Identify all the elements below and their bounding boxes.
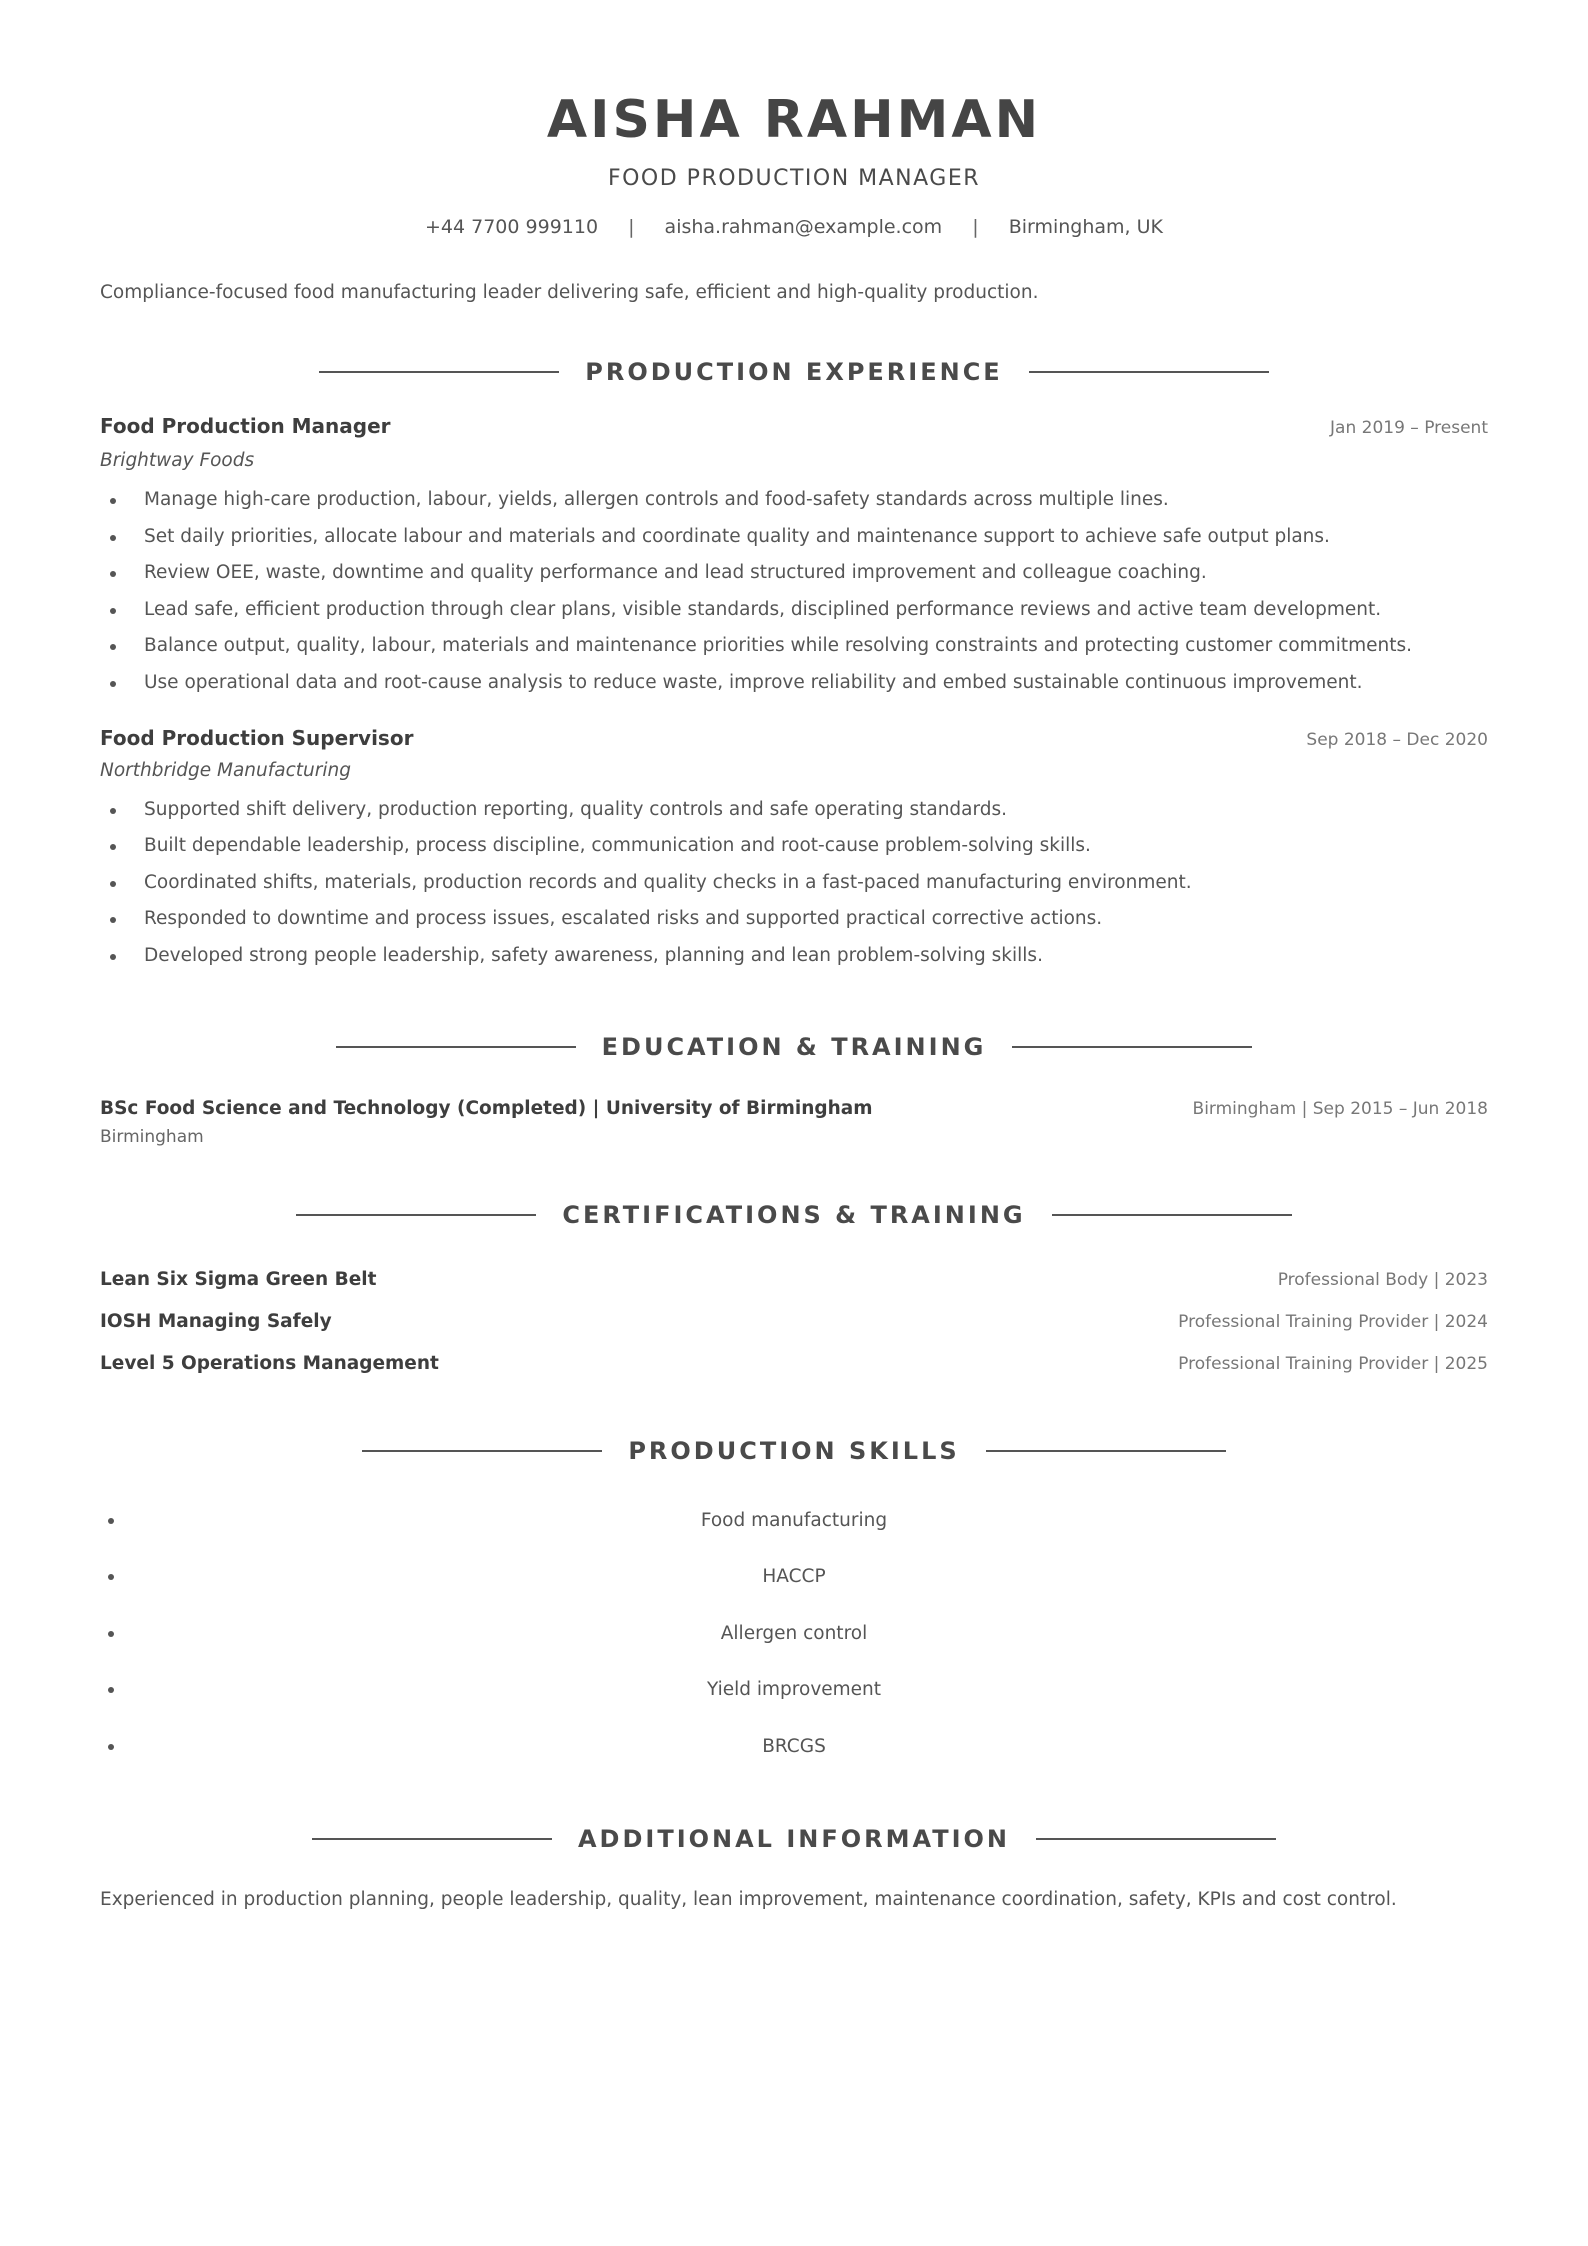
job-entry [100, 724, 1488, 975]
heading-rule [319, 371, 559, 373]
section-heading-education [100, 1027, 1488, 1067]
section-title: ADDITIONAL INFORMATION [577, 1825, 1011, 1854]
job-dates: Sep 2018 – Dec 2020 [1306, 729, 1488, 750]
heading-rule [336, 1046, 576, 1048]
certification-item [100, 1343, 1488, 1385]
bullet-item: Balance output, quality, labour, materials and maintenance priorities while resolving constraints and protecting customer commitments. [100, 628, 1488, 665]
candidate-name: AISHA RAHMAN [546, 90, 1042, 150]
certification-name: Level 5 Operations Management [100, 1352, 439, 1374]
certification-name: IOSH Managing Safely [100, 1310, 332, 1332]
education-entry [100, 1095, 1488, 1149]
company-name: Northbridge Manufacturing [100, 759, 351, 781]
education-location: Birmingham [100, 1126, 204, 1147]
certification-item [100, 1259, 1488, 1301]
skill-item: BRCGS [100, 1719, 1488, 1776]
section-heading-additional [100, 1819, 1488, 1859]
additional-information: Experienced in production planning, people leadership, quality, lean improvement, maintenance coordination, safety, KPIs and cost control. [100, 1889, 1397, 1911]
heading-rule [312, 1838, 552, 1840]
contact-separator: | [628, 216, 635, 238]
job-title: Food Production Supervisor [100, 725, 414, 750]
skill-item: HACCP [100, 1549, 1488, 1606]
education-meta: Birmingham | Sep 2015 – Jun 2018 [1192, 1098, 1488, 1119]
section-title: EDUCATION & TRAINING [601, 1032, 987, 1061]
heading-rule [1036, 1838, 1276, 1840]
certification-name: Lean Six Sigma Green Belt [100, 1268, 377, 1290]
job-dates: Jan 2019 – Present [1330, 418, 1488, 438]
job-entry [100, 412, 1488, 702]
bullet-item: Responded to downtime and process issues, escalated risks and supported practical corrective actions. [100, 901, 1488, 938]
contact-line [100, 214, 1488, 240]
skills-list [100, 1493, 1488, 1776]
certification-meta: Professional Training Provider | 2024 [1178, 1311, 1488, 1332]
section-title: CERTIFICATIONS & TRAINING [562, 1200, 1026, 1229]
certification-meta: Professional Training Provider | 2025 [1178, 1353, 1488, 1374]
heading-rule [296, 1214, 536, 1216]
bullet-item: Developed strong people leadership, safety awareness, planning and lean problem-solving skills. [100, 938, 1488, 975]
heading-rule [986, 1450, 1226, 1452]
certifications-list [100, 1259, 1488, 1385]
bullet-item: Coordinated shifts, materials, production records and quality checks in a fast-paced manufacturing environment. [100, 865, 1488, 902]
section-title: PRODUCTION EXPERIENCE [585, 358, 1003, 386]
certification-item [100, 1301, 1488, 1343]
bullet-item: Lead safe, efficient production through clear plans, visible standards, disciplined performance reviews and active team development. [100, 592, 1488, 629]
email-address: aisha.rahman@example.com [664, 216, 943, 238]
job-bullets [100, 792, 1488, 975]
heading-rule [362, 1450, 602, 1452]
company-name: Brightway Foods [100, 450, 255, 471]
candidate-title: FOOD PRODUCTION MANAGER [607, 166, 981, 191]
section-heading-skills [100, 1431, 1488, 1471]
bullet-item: Built dependable leadership, process discipline, communication and root-cause problem-solving skills. [100, 828, 1488, 865]
bullet-item: Set daily priorities, allocate labour and materials and coordinate quality and maintenance support to achieve safe output plans. [100, 519, 1488, 556]
location: Birmingham, UK [1008, 216, 1164, 238]
phone-number: +44 7700 999110 [424, 216, 599, 238]
heading-rule [1029, 371, 1269, 373]
job-bullets [100, 482, 1488, 702]
bullet-item: Supported shift delivery, production reporting, quality controls and safe operating standards. [100, 792, 1488, 829]
section-heading-experience [100, 352, 1488, 392]
degree: BSc Food Science and Technology (Completed) | University of Birmingham [100, 1097, 873, 1119]
bullet-item: Use operational data and root-cause analysis to reduce waste, improve reliability and embed sustainable continuous improvement. [100, 665, 1488, 702]
summary: Compliance-focused food manufacturing leader delivering safe, efficient and high-quality production. [100, 282, 1039, 303]
skill-item: Yield improvement [100, 1662, 1488, 1719]
bullet-item: Manage high-care production, labour, yields, allergen controls and food-safety standards across multiple lines. [100, 482, 1488, 519]
contact-separator: | [972, 216, 979, 238]
bullet-item: Review OEE, waste, downtime and quality performance and lead structured improvement and colleague coaching. [100, 555, 1488, 592]
skill-item: Food manufacturing [100, 1493, 1488, 1550]
heading-rule [1012, 1046, 1252, 1048]
job-title: Food Production Manager [100, 414, 391, 438]
section-heading-certifications [100, 1195, 1488, 1235]
heading-rule [1052, 1214, 1292, 1216]
skill-item: Allergen control [100, 1606, 1488, 1663]
section-title: PRODUCTION SKILLS [628, 1436, 960, 1465]
certification-meta: Professional Body | 2023 [1277, 1269, 1488, 1290]
